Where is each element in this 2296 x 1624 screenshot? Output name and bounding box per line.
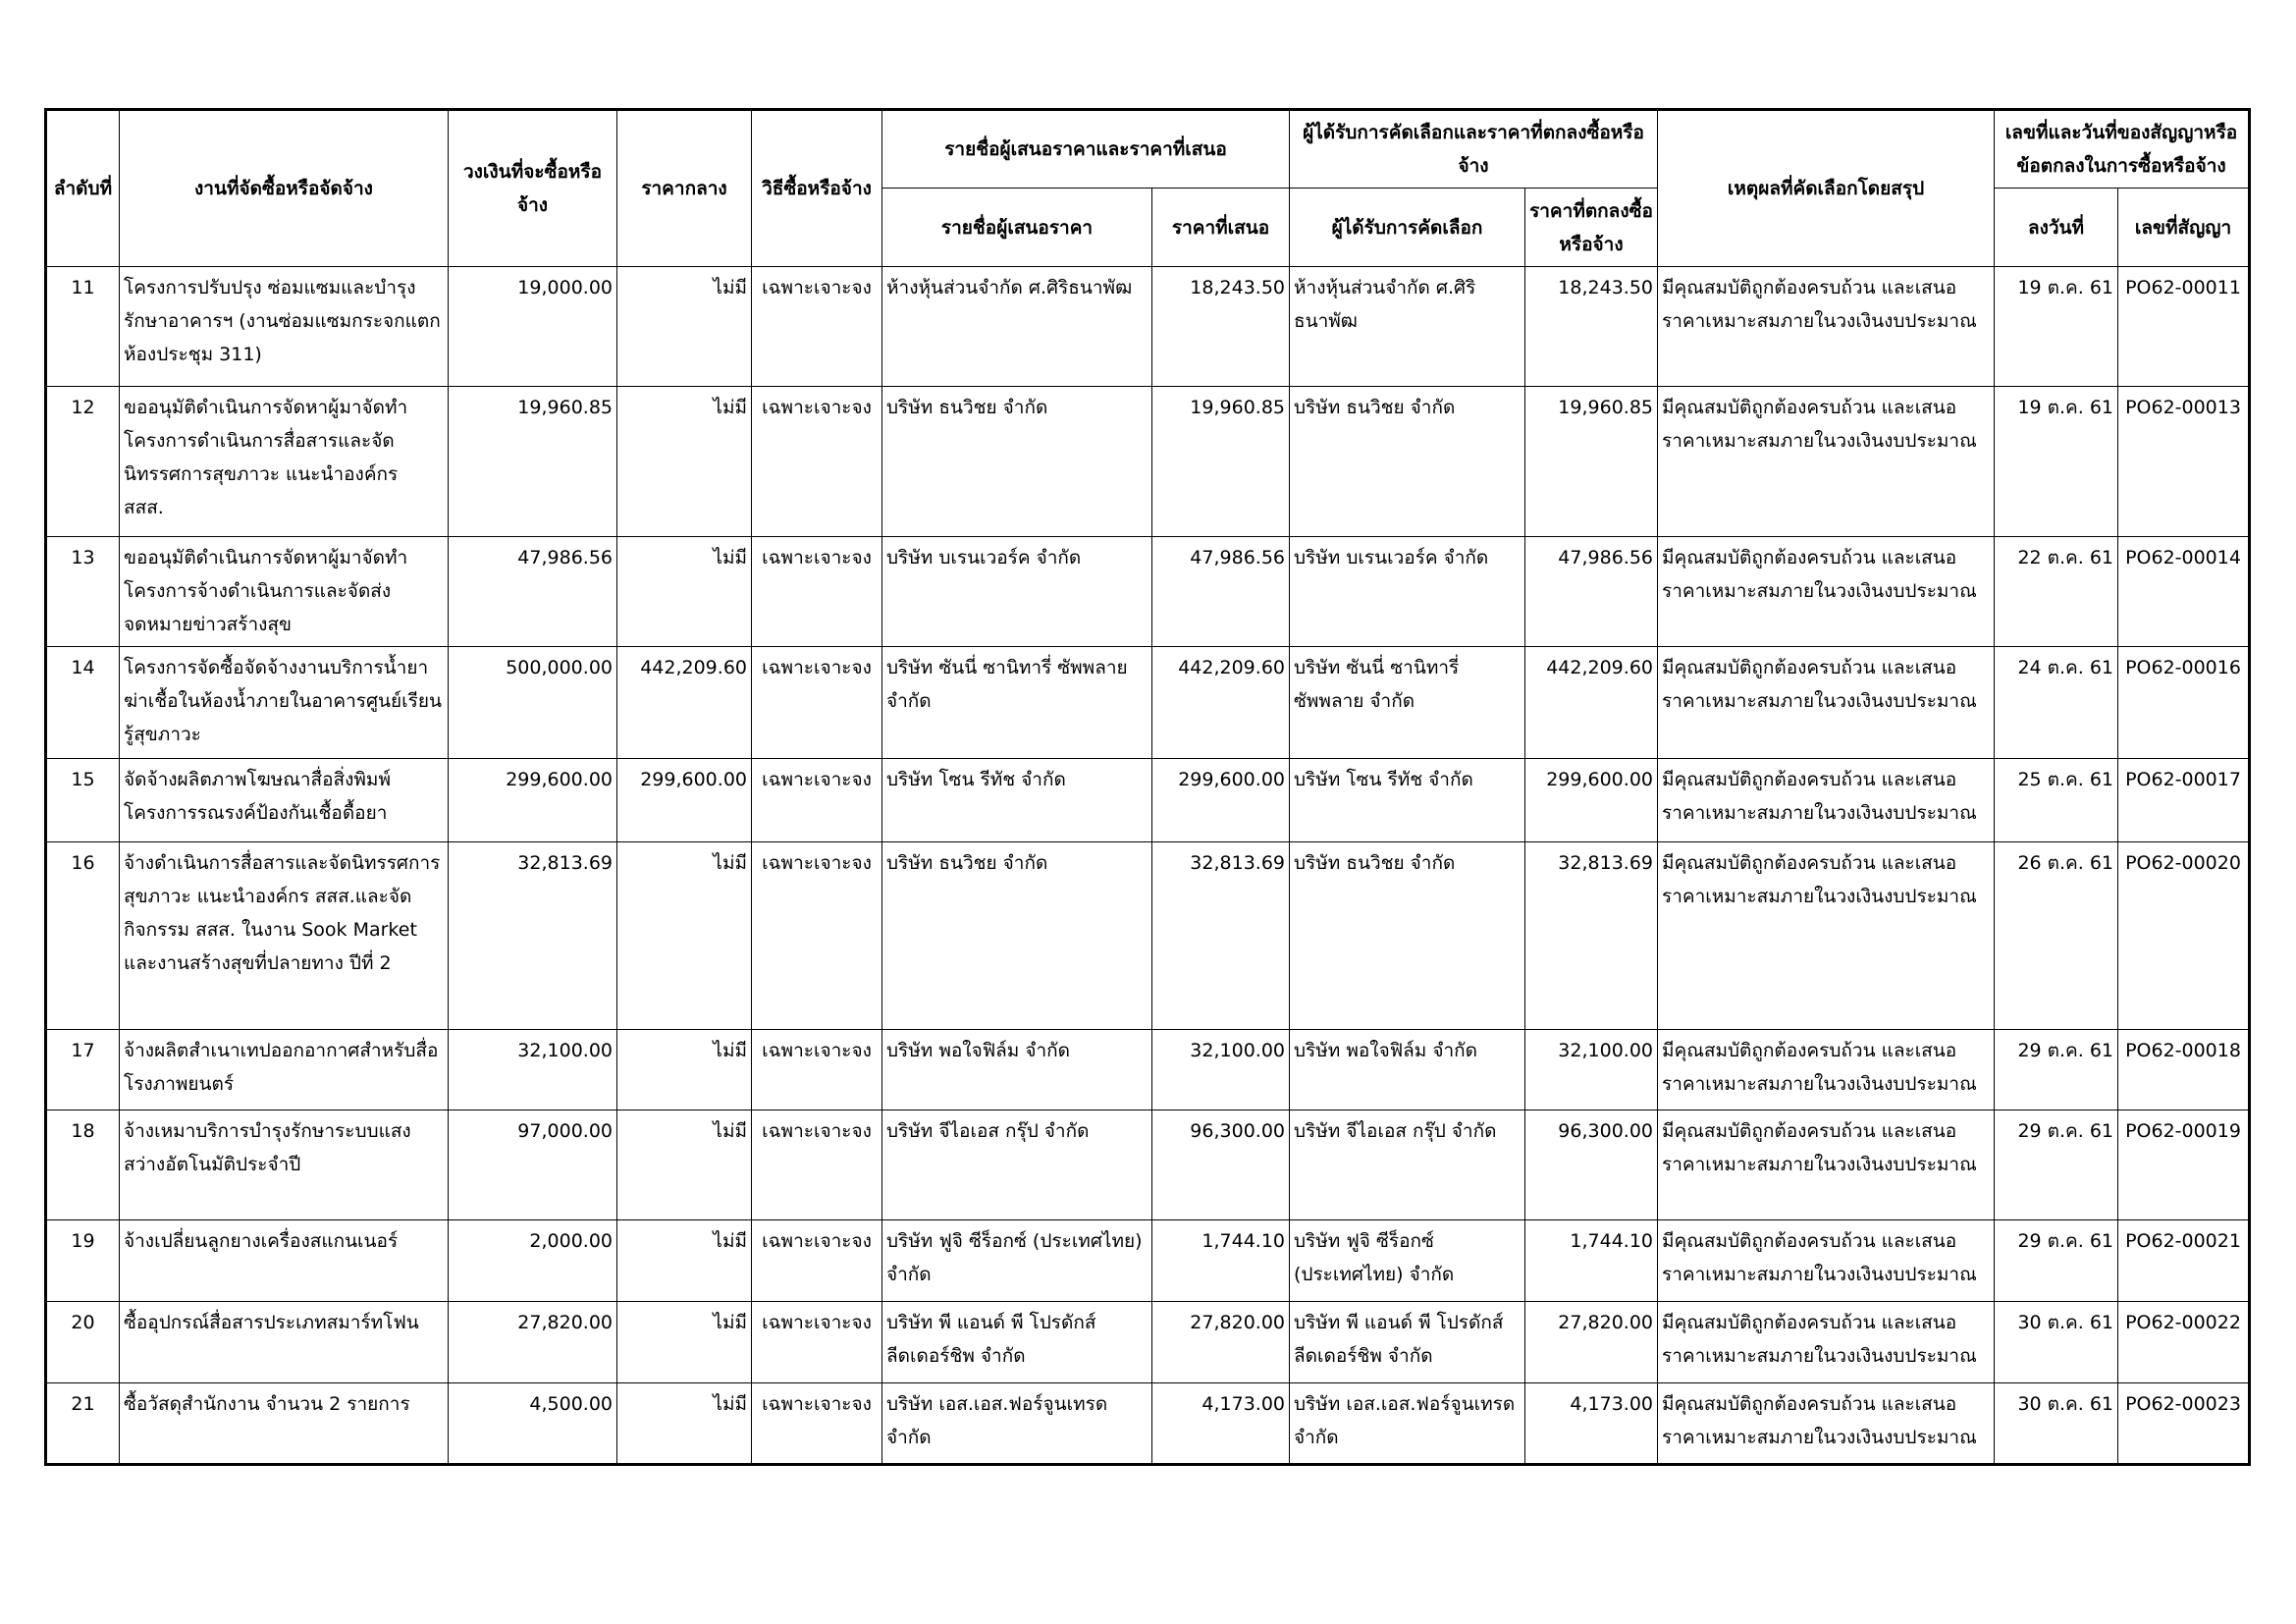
cell-contract-date: 29 ต.ค. 61	[1995, 1220, 2118, 1302]
cell-winner-name: บริษัท พี แอนด์ พี โปรดักส์ ลีดเดอร์ชิพ จำกัด	[1290, 1302, 1525, 1383]
cell-agreed-price: 27,820.00	[1525, 1302, 1658, 1383]
cell-contract-date: 25 ต.ค. 61	[1995, 759, 2118, 842]
header-row-top	[46, 110, 2250, 189]
cell-median-price: ไม่มี	[617, 1110, 752, 1220]
cell-bidder-name: บริษัท พอใจฟิล์ม จำกัด	[882, 1030, 1152, 1110]
cell-contract-no: PO62-00020	[2118, 842, 2250, 1030]
cell-reason: มีคุณสมบัติถูกต้องครบถ้วน และเสนอราคาเหมาะสมภายในวงเงินงบประมาณ	[1658, 1030, 1995, 1110]
table-row	[46, 647, 2250, 759]
header-contract-no: เลขที่สัญญา	[2118, 189, 2250, 267]
cell-winner-name: ห้างหุ้นส่วนจำกัด ศ.ศิริธนาพัฒ	[1290, 267, 1525, 387]
header-method: วิธีซื้อหรือจ้าง	[752, 110, 882, 267]
cell-method: เฉพาะเจาะจง	[752, 759, 882, 842]
cell-reason: มีคุณสมบัติถูกต้องครบถ้วน และเสนอราคาเหมาะสมภายในวงเงินงบประมาณ	[1658, 842, 1995, 1030]
cell-agreed-price: 19,960.85	[1525, 387, 1658, 537]
cell-method: เฉพาะเจาะจง	[752, 1220, 882, 1302]
table-row	[46, 387, 2250, 537]
cell-bidder-name: บริษัท จีไอเอส กรุ๊ป จำกัด	[882, 1110, 1152, 1220]
cell-reason: มีคุณสมบัติถูกต้องครบถ้วน และเสนอราคาเหมาะสมภายในวงเงินงบประมาณ	[1658, 387, 1995, 537]
cell-bidder-name: บริษัท ธนวิชย จำกัด	[882, 842, 1152, 1030]
cell-bid-price: 4,173.00	[1152, 1383, 1290, 1465]
cell-method: เฉพาะเจาะจง	[752, 1030, 882, 1110]
procurement-table	[44, 108, 2251, 1466]
cell-winner-name: บริษัท เอส.เอส.ฟอร์จูนเทรด จำกัด	[1290, 1383, 1525, 1465]
cell-contract-no: PO62-00018	[2118, 1030, 2250, 1110]
cell-contract-no: PO62-00016	[2118, 647, 2250, 759]
cell-work: จ้างผลิตสำเนาเทปออกอากาศสำหรับสื่อโรงภาพยนตร์	[120, 1030, 449, 1110]
header-winner-name: ผู้ได้รับการคัดเลือก	[1290, 189, 1525, 267]
cell-agreed-price: 47,986.56	[1525, 537, 1658, 647]
cell-budget: 299,600.00	[449, 759, 617, 842]
header-bidders-group: รายชื่อผู้เสนอราคาและราคาที่เสนอ	[882, 110, 1290, 189]
table-row	[46, 1302, 2250, 1383]
header-reason: เหตุผลที่คัดเลือกโดยสรุป	[1658, 110, 1995, 267]
cell-median-price: 442,209.60	[617, 647, 752, 759]
cell-budget: 4,500.00	[449, 1383, 617, 1465]
cell-contract-date: 24 ต.ค. 61	[1995, 647, 2118, 759]
cell-contract-no: PO62-00017	[2118, 759, 2250, 842]
cell-contract-date: 19 ต.ค. 61	[1995, 267, 2118, 387]
table-row	[46, 537, 2250, 647]
cell-contract-no: PO62-00011	[2118, 267, 2250, 387]
cell-bid-price: 1,744.10	[1152, 1220, 1290, 1302]
cell-method: เฉพาะเจาะจง	[752, 1383, 882, 1465]
cell-budget: 2,000.00	[449, 1220, 617, 1302]
cell-bidder-name: บริษัท ธนวิชย จำกัด	[882, 387, 1152, 537]
cell-winner-name: บริษัท ซันนี่ ซานิทารี่ ซัพพลาย จำกัด	[1290, 647, 1525, 759]
cell-bid-price: 32,100.00	[1152, 1030, 1290, 1110]
cell-winner-name: บริษัท บเรนเวอร์ค จำกัด	[1290, 537, 1525, 647]
cell-contract-date: 22 ต.ค. 61	[1995, 537, 2118, 647]
header-agreed-price: ราคาที่ตกลงซื้อหรือจ้าง	[1525, 189, 1658, 267]
cell-bid-price: 32,813.69	[1152, 842, 1290, 1030]
cell-bidder-name: บริษัท ฟูจิ ซีร็อกซ์ (ประเทศไทย) จำกัด	[882, 1220, 1152, 1302]
cell-method: เฉพาะเจาะจง	[752, 647, 882, 759]
table-row	[46, 267, 2250, 387]
cell-agreed-price: 96,300.00	[1525, 1110, 1658, 1220]
cell-contract-date: 19 ต.ค. 61	[1995, 387, 2118, 537]
cell-reason: มีคุณสมบัติถูกต้องครบถ้วน และเสนอราคาเหมาะสมภายในวงเงินงบประมาณ	[1658, 759, 1995, 842]
cell-contract-no: PO62-00021	[2118, 1220, 2250, 1302]
cell-method: เฉพาะเจาะจง	[752, 267, 882, 387]
header-bidder-name: รายชื่อผู้เสนอราคา	[882, 189, 1152, 267]
cell-winner-name: บริษัท ฟูจิ ซีร็อกซ์ (ประเทศไทย) จำกัด	[1290, 1220, 1525, 1302]
cell-contract-date: 30 ต.ค. 61	[1995, 1302, 2118, 1383]
cell-budget: 19,960.85	[449, 387, 617, 537]
cell-contract-no: PO62-00022	[2118, 1302, 2250, 1383]
cell-bidder-name: บริษัท พี แอนด์ พี โปรดักส์ ลีดเดอร์ชิพ จำกัด	[882, 1302, 1152, 1383]
cell-work: จ้างเหมาบริการบำรุงรักษาระบบแสงสว่างอัตโนมัติประจำปี	[120, 1110, 449, 1220]
table-row	[46, 759, 2250, 842]
table-row	[46, 842, 2250, 1030]
cell-agreed-price: 4,173.00	[1525, 1383, 1658, 1465]
cell-work: โครงการปรับปรุง ซ่อมแซมและบำรุงรักษาอาคารฯ (งานซ่อมแซมกระจกแตกห้องประชุม 311)	[120, 267, 449, 387]
cell-reason: มีคุณสมบัติถูกต้องครบถ้วน และเสนอราคาเหมาะสมภายในวงเงินงบประมาณ	[1658, 537, 1995, 647]
header-work: งานที่จัดซื้อหรือจัดจ้าง	[120, 110, 449, 267]
cell-no: 13	[46, 537, 120, 647]
cell-winner-name: บริษัท ธนวิชย จำกัด	[1290, 842, 1525, 1030]
cell-median-price: ไม่มี	[617, 387, 752, 537]
cell-no: 20	[46, 1302, 120, 1383]
cell-median-price: ไม่มี	[617, 1302, 752, 1383]
header-median-price: ราคากลาง	[617, 110, 752, 267]
cell-winner-name: บริษัท พอใจฟิล์ม จำกัด	[1290, 1030, 1525, 1110]
cell-bidder-name: บริษัท เอส.เอส.ฟอร์จูนเทรด จำกัด	[882, 1383, 1152, 1465]
cell-no: 18	[46, 1110, 120, 1220]
cell-median-price: ไม่มี	[617, 1220, 752, 1302]
cell-bidder-name: บริษัท โซน รีทัช จำกัด	[882, 759, 1152, 842]
cell-budget: 500,000.00	[449, 647, 617, 759]
cell-bid-price: 47,986.56	[1152, 537, 1290, 647]
cell-reason: มีคุณสมบัติถูกต้องครบถ้วน และเสนอราคาเหมาะสมภายในวงเงินงบประมาณ	[1658, 1110, 1995, 1220]
cell-reason: มีคุณสมบัติถูกต้องครบถ้วน และเสนอราคาเหมาะสมภายในวงเงินงบประมาณ	[1658, 1302, 1995, 1383]
cell-bidder-name: ห้างหุ้นส่วนจำกัด ศ.ศิริธนาพัฒ	[882, 267, 1152, 387]
cell-bid-price: 299,600.00	[1152, 759, 1290, 842]
cell-work: ซื้อวัสดุสำนักงาน จำนวน 2 รายการ	[120, 1383, 449, 1465]
cell-winner-name: บริษัท โซน รีทัช จำกัด	[1290, 759, 1525, 842]
header-contract-group: เลขที่และวันที่ของสัญญาหรือข้อตกลงในการซื้อหรือจ้าง	[1995, 110, 2250, 189]
cell-no: 21	[46, 1383, 120, 1465]
cell-work: ซื้ออุปกรณ์สื่อสารประเภทสมาร์ทโฟน	[120, 1302, 449, 1383]
cell-work: โครงการจัดซื้อจัดจ้างงานบริการน้ำยาฆ่าเชื้อในห้องน้ำภายในอาคารศูนย์เรียนรู้สุขภาวะ	[120, 647, 449, 759]
cell-median-price: ไม่มี	[617, 1383, 752, 1465]
cell-agreed-price: 32,100.00	[1525, 1030, 1658, 1110]
header-budget: วงเงินที่จะซื้อหรือจ้าง	[449, 110, 617, 267]
cell-budget: 19,000.00	[449, 267, 617, 387]
cell-agreed-price: 18,243.50	[1525, 267, 1658, 387]
table-row	[46, 1383, 2250, 1465]
cell-work: ขออนุมัติดำเนินการจัดหาผู้มาจัดทำโครงการจ้างดำเนินการและจัดส่งจดหมายข่าวสร้างสุข	[120, 537, 449, 647]
cell-bid-price: 96,300.00	[1152, 1110, 1290, 1220]
cell-budget: 27,820.00	[449, 1302, 617, 1383]
cell-reason: มีคุณสมบัติถูกต้องครบถ้วน และเสนอราคาเหมาะสมภายในวงเงินงบประมาณ	[1658, 1383, 1995, 1465]
header-no: ลำดับที่	[46, 110, 120, 267]
cell-bidder-name: บริษัท บเรนเวอร์ค จำกัด	[882, 537, 1152, 647]
cell-method: เฉพาะเจาะจง	[752, 387, 882, 537]
cell-no: 14	[46, 647, 120, 759]
cell-work: ขออนุมัติดำเนินการจัดหาผู้มาจัดทำโครงการดำเนินการสื่อสารและจัดนิทรรศการสุขภาวะ แนะนำองค์กร สสส.	[120, 387, 449, 537]
table-row	[46, 1030, 2250, 1110]
cell-budget: 47,986.56	[449, 537, 617, 647]
header-contract-date: ลงวันที่	[1995, 189, 2118, 267]
cell-bid-price: 18,243.50	[1152, 267, 1290, 387]
cell-winner-name: บริษัท จีไอเอส กรุ๊ป จำกัด	[1290, 1110, 1525, 1220]
cell-winner-name: บริษัท ธนวิชย จำกัด	[1290, 387, 1525, 537]
cell-contract-no: PO62-00023	[2118, 1383, 2250, 1465]
header-winner-group: ผู้ได้รับการคัดเลือกและราคาที่ตกลงซื้อหรือจ้าง	[1290, 110, 1658, 189]
cell-work: จ้างเปลี่ยนลูกยางเครื่องสแกนเนอร์	[120, 1220, 449, 1302]
cell-method: เฉพาะเจาะจง	[752, 537, 882, 647]
cell-work: จัดจ้างผลิตภาพโฆษณาสื่อสิ่งพิมพ์โครงการรณรงค์ป้องกันเชื้อดื้อยา	[120, 759, 449, 842]
cell-method: เฉพาะเจาะจง	[752, 1110, 882, 1220]
cell-bid-price: 442,209.60	[1152, 647, 1290, 759]
cell-agreed-price: 1,744.10	[1525, 1220, 1658, 1302]
cell-method: เฉพาะเจาะจง	[752, 842, 882, 1030]
cell-budget: 97,000.00	[449, 1110, 617, 1220]
cell-no: 16	[46, 842, 120, 1030]
cell-contract-date: 30 ต.ค. 61	[1995, 1383, 2118, 1465]
cell-contract-date: 26 ต.ค. 61	[1995, 842, 2118, 1030]
cell-reason: มีคุณสมบัติถูกต้องครบถ้วน และเสนอราคาเหมาะสมภายในวงเงินงบประมาณ	[1658, 267, 1995, 387]
cell-median-price: ไม่มี	[617, 537, 752, 647]
cell-bid-price: 19,960.85	[1152, 387, 1290, 537]
cell-bidder-name: บริษัท ซันนี่ ซานิทารี่ ซัพพลาย จำกัด	[882, 647, 1152, 759]
cell-median-price: ไม่มี	[617, 267, 752, 387]
cell-median-price: ไม่มี	[617, 1030, 752, 1110]
cell-median-price: ไม่มี	[617, 842, 752, 1030]
cell-median-price: 299,600.00	[617, 759, 752, 842]
cell-agreed-price: 32,813.69	[1525, 842, 1658, 1030]
cell-budget: 32,100.00	[449, 1030, 617, 1110]
cell-work: จ้างดำเนินการสื่อสารและจัดนิทรรศการสุขภาวะ แนะนำองค์กร สสส.และจัดกิจกรรม สสส. ในงาน Sook Market และงานสร้างสุขที่ปลายทาง ปีที่ 2	[120, 842, 449, 1030]
table-row	[46, 1110, 2250, 1220]
cell-bid-price: 27,820.00	[1152, 1302, 1290, 1383]
cell-no: 17	[46, 1030, 120, 1110]
cell-no: 15	[46, 759, 120, 842]
cell-agreed-price: 442,209.60	[1525, 647, 1658, 759]
cell-contract-no: PO62-00014	[2118, 537, 2250, 647]
cell-agreed-price: 299,600.00	[1525, 759, 1658, 842]
cell-no: 11	[46, 267, 120, 387]
table-row	[46, 1220, 2250, 1302]
cell-contract-date: 29 ต.ค. 61	[1995, 1110, 2118, 1220]
cell-contract-no: PO62-00019	[2118, 1110, 2250, 1220]
cell-reason: มีคุณสมบัติถูกต้องครบถ้วน และเสนอราคาเหมาะสมภายในวงเงินงบประมาณ	[1658, 647, 1995, 759]
cell-contract-no: PO62-00013	[2118, 387, 2250, 537]
cell-no: 12	[46, 387, 120, 537]
cell-method: เฉพาะเจาะจง	[752, 1302, 882, 1383]
cell-no: 19	[46, 1220, 120, 1302]
cell-reason: มีคุณสมบัติถูกต้องครบถ้วน และเสนอราคาเหมาะสมภายในวงเงินงบประมาณ	[1658, 1220, 1995, 1302]
table-body	[46, 267, 2250, 1465]
cell-budget: 32,813.69	[449, 842, 617, 1030]
header-bid-price: ราคาที่เสนอ	[1152, 189, 1290, 267]
cell-contract-date: 29 ต.ค. 61	[1995, 1030, 2118, 1110]
